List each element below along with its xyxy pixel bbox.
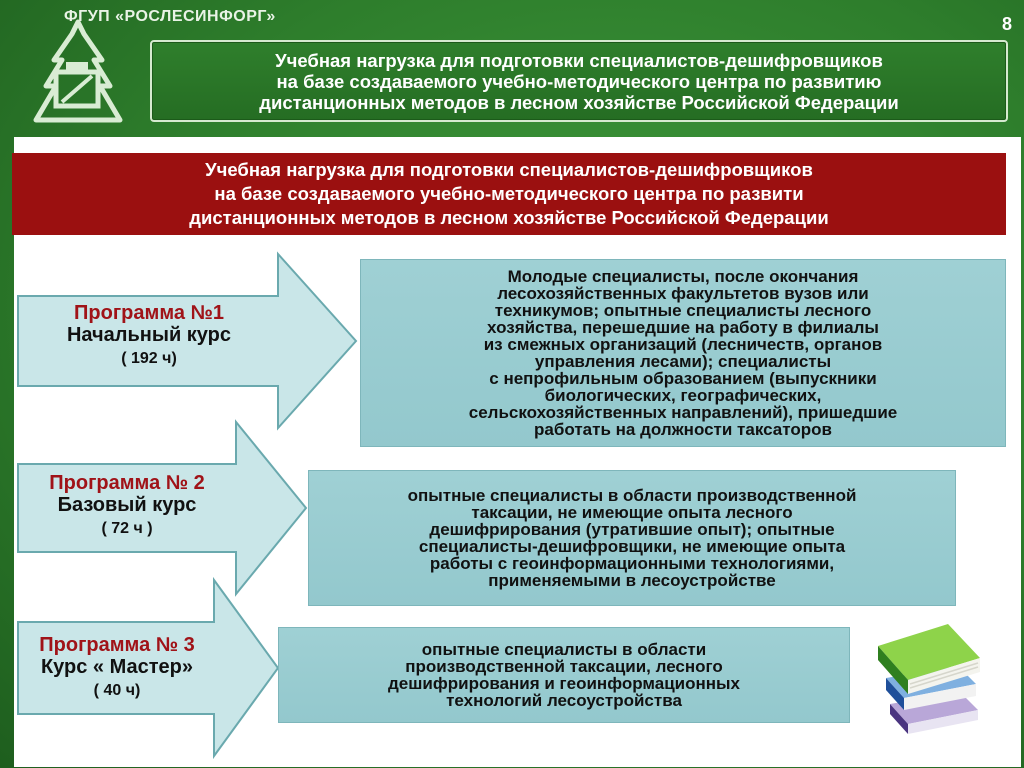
- program-3-title: Программа № 3: [39, 634, 195, 656]
- program-1-course: Начальный курс: [66, 324, 232, 346]
- forest-logo-icon: [22, 14, 132, 126]
- program-3-description: опытные специалисты в области производственной таксации, лесного дешифрирования и геоинформационных технологий лесоустройства: [278, 627, 850, 723]
- program-3-label: [18, 634, 216, 702]
- slide-number: 8: [1001, 14, 1012, 34]
- program-2-label: [18, 472, 236, 540]
- program-3-hours: ( 40 ч): [93, 682, 141, 699]
- program-2-course: Базовый курс: [57, 494, 197, 516]
- program-1-hours: ( 192 ч): [121, 350, 177, 367]
- banner-title: Учебная нагрузка для подготовки специалистов-дешифровщиков на базе создаваемого учебно-методического центра по развити дистанционных методов в лесном хозяйстве Российской Федерации: [189, 159, 829, 228]
- program-2-title: Программа № 2: [49, 472, 205, 494]
- header-title: Учебная нагрузка для подготовки специалистов-дешифровщиков на базе создаваемого учебно-методического центра по развитию дистанционных методов в лесном хозяйстве Российской Федерации: [259, 49, 899, 113]
- header-box: [150, 40, 1008, 122]
- program-2-arrow: [10, 420, 310, 596]
- program-3-course: Курс « Мастер»: [40, 656, 194, 678]
- program-3-arrow: [10, 578, 282, 758]
- program-2-description: опытные специалисты в области производственной таксации, не имеющие опыта лесного дешифрирования (утратившие опыт); опытные специалисты-дешифровщики, не имеющие опыта работы с геоинформационными технологиями, применяемыми в лесоустройстве: [308, 470, 956, 606]
- program-2-hours: ( 72 ч ): [101, 520, 153, 537]
- program-1-title: Программа №1: [74, 302, 224, 324]
- program-1-arrow: [10, 252, 360, 430]
- program-1-description: Молодые специалисты, после окончания лесохозяйственных факультетов вузов или техникумов; опытные специалисты лесного хозяйства, перешедшие на работу в филиалы из смежных организаций (лесничеств, органов управления лесами); специалисты с непрофильным образованием (выпускники биологических, географических, сельскохозяйственных направлений), пришедшие работать на должности таксаторов: [360, 259, 1006, 447]
- books-icon: [874, 618, 984, 736]
- red-banner: [12, 153, 1006, 235]
- organization-name: ФГУП «РОСЛЕСИНФОРГ»: [64, 8, 276, 25]
- program-1-label: [18, 302, 280, 370]
